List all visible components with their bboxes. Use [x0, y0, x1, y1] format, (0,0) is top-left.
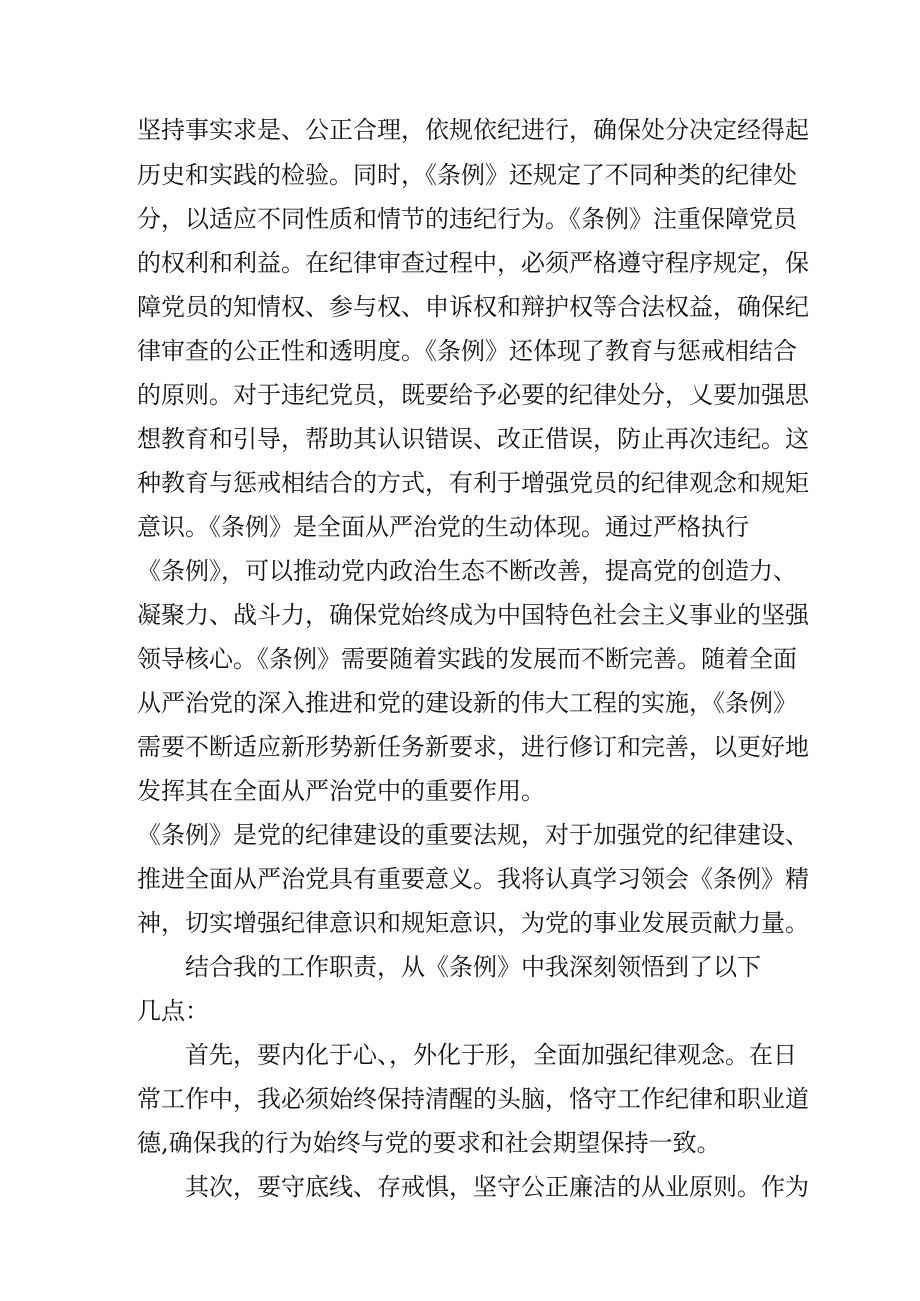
text-line: 凝聚力、战斗力，确保党始终成为中国特色社会主义事业的坚强: [137, 601, 809, 629]
text-line: 常工作中，我必须始终保持清醒的头脑，恪守工作纪律和职业道: [137, 1085, 809, 1113]
text-line: 几点：: [137, 997, 209, 1025]
text-line: 结合我的工作职责，从《条例》中我深刻领悟到了以下: [185, 953, 761, 981]
text-line: 坚持事实求是、公正合理，依规依纪进行，确保处分决定经得起: [137, 116, 809, 144]
text-line: 《条例》是党的纪律建设的重要法规，对于加强党的纪律建设、: [137, 821, 809, 849]
text-line: 需要不断适应新形势新任务新要求，进行修订和完善，以更好地: [137, 733, 809, 761]
text-line: 推进全面从严治党具有重要意义。我将认真学习领会《条例》精: [137, 865, 809, 893]
text-line: 的原则。对于违纪党员，既要给予必要的纪律处分，乂要加强思: [137, 381, 809, 409]
text-line: 意识。《条例》是全面从严治党的生动体现。通过严格执行: [137, 513, 749, 541]
text-line: 德,确保我的行为始终与党的要求和社会期望保持一致。: [137, 1129, 721, 1157]
text-line: 历史和实践的检验。同时，《条例》还规定了不同种类的纪律处: [137, 161, 797, 189]
text-line: 发挥其在全面从严治党中的重要作用。: [137, 777, 545, 805]
text-line: 的权利和利益。在纪律审查过程中，必须严格遵守程序规定，保: [137, 249, 809, 277]
text-line: 种教育与惩戒相结合的方式，有利于增强党员的纪律观念和规矩: [137, 469, 809, 497]
text-line: 分，以适应不同性质和情节的违纪行为。《条例》注重保障党员: [137, 205, 797, 233]
text-line: 从严治党的深入推进和党的建设新的伟大工程的实施，《条例》: [137, 689, 797, 717]
text-line: 神，切实增强纪律意识和规矩意识，为党的事业发展贡献力量。: [137, 909, 809, 937]
text-line: 首先，要内化于心、，外化于形，全面加强纪律观念。在日: [185, 1041, 797, 1069]
text-line: 律审查的公正性和透明度。《条例》还体现了教育与惩戒相结合: [137, 337, 797, 365]
text-line: 其次，要守底线、存戒惧，坚守公正廉洁的从业原则。作为: [185, 1173, 809, 1201]
text-line: 领导核心。《条例》需要随着实践的发展而不断完善。随着全面: [137, 645, 797, 673]
text-line: 想教育和引导，帮助其认识错误、改正借误，防止再次违纪。这: [137, 425, 809, 453]
text-line: 《条例》，可以推动党内政治生态不断改善，提高党的创造力、: [137, 557, 797, 585]
text-line: 障党员的知情权、参与权、申诉权和辩护权等合法权益，确保纪: [137, 293, 809, 321]
